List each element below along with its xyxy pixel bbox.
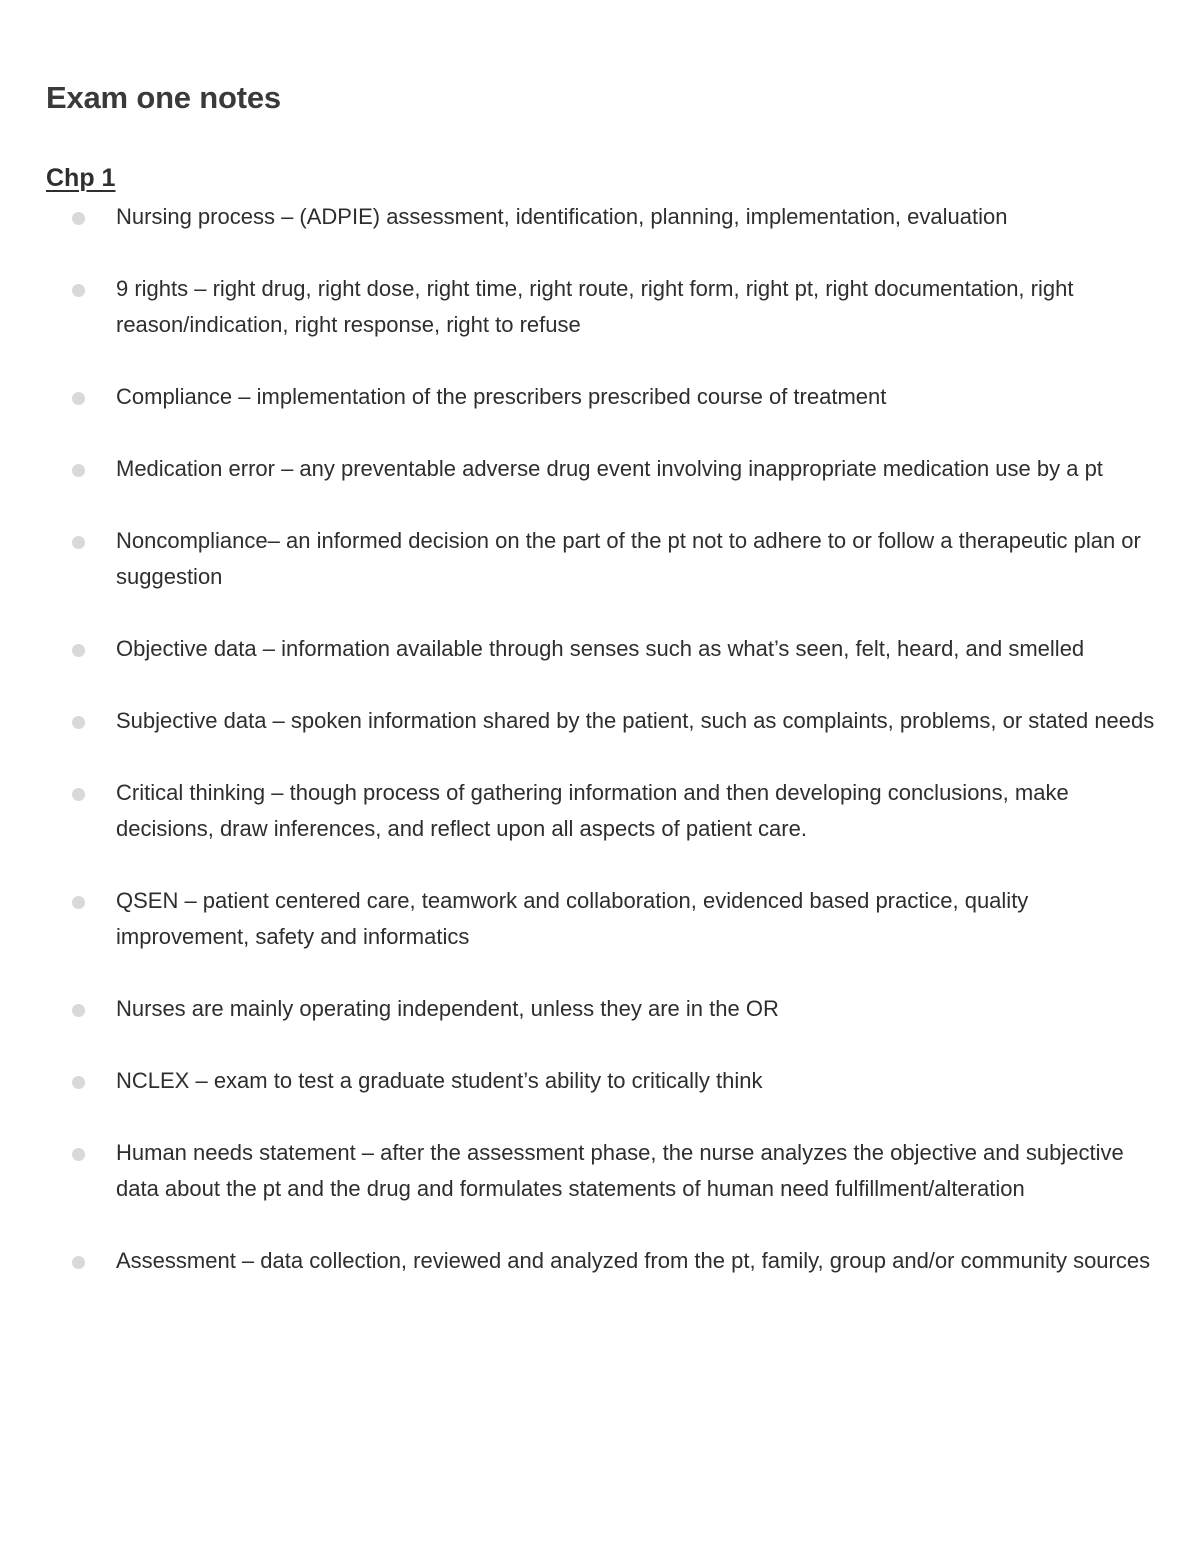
bullet-icon [72, 212, 85, 225]
list-item-text: Assessment – data collection, reviewed and analyzed from the pt, family, group and/or community sources [116, 1248, 1151, 1273]
list-item-text: NCLEX – exam to test a graduate student’s ability to critically think [116, 1068, 763, 1093]
bullet-icon [72, 1256, 85, 1269]
list-item-text: Nursing process – (ADPIE) assessment, identification, planning, implementation, evaluation [116, 204, 1008, 229]
list-item [46, 1243, 1162, 1279]
section-heading-chp-1: Chp 1 [46, 164, 116, 192]
list-item-text: Nurses are mainly operating independent, unless they are in the OR [116, 996, 779, 1021]
list-item [46, 451, 1162, 487]
list-item [46, 199, 1162, 235]
document-page [46, 78, 1162, 1315]
list-item [46, 379, 1162, 415]
list-item-text: Medication error – any preventable adverse drug event involving inappropriate medication use by a pt [116, 456, 1103, 481]
bullet-icon [72, 1148, 85, 1161]
bullet-icon [72, 464, 85, 477]
bullet-icon [72, 536, 85, 549]
notes-list [46, 199, 1162, 1279]
bullet-icon [72, 644, 85, 657]
list-item [46, 1063, 1162, 1099]
list-item [46, 523, 1162, 595]
bullet-icon [72, 1076, 85, 1089]
list-item-text: QSEN – patient centered care, teamwork and collaboration, evidenced based practice, quality improvement, safety and informatics [116, 888, 1029, 949]
list-item [46, 703, 1162, 739]
list-item [46, 1135, 1162, 1207]
list-item-text: Critical thinking – though process of gathering information and then developing conclusions, make decisions, draw inferences, and reflect upon all aspects of patient care. [116, 780, 1069, 841]
list-item-text: Objective data – information available through senses such as what’s seen, felt, heard, and smelled [116, 636, 1085, 661]
list-item [46, 883, 1162, 955]
document-title: Exam one notes [46, 80, 281, 115]
bullet-icon [72, 284, 85, 297]
list-item [46, 775, 1162, 847]
bullet-icon [72, 788, 85, 801]
list-item-text: Compliance – implementation of the prescribers prescribed course of treatment [116, 384, 887, 409]
list-item-text: Subjective data – spoken information shared by the patient, such as complaints, problems, or stated needs [116, 708, 1155, 733]
bullet-icon [72, 716, 85, 729]
bullet-icon [72, 392, 85, 405]
list-item-text: 9 rights – right drug, right dose, right time, right route, right form, right pt, right documentation, right reason/indication, right response, right to refuse [116, 276, 1074, 337]
list-item-text: Human needs statement – after the assessment phase, the nurse analyzes the objective and subjective data about the pt and the drug and formulates statements of human need fulfillment/alteration [116, 1140, 1124, 1201]
list-item [46, 271, 1162, 343]
bullet-icon [72, 1004, 85, 1017]
list-item-text: Noncompliance– an informed decision on the part of the pt not to adhere to or follow a therapeutic plan or suggestion [116, 528, 1141, 589]
bullet-icon [72, 896, 85, 909]
list-item [46, 991, 1162, 1027]
list-item [46, 631, 1162, 667]
